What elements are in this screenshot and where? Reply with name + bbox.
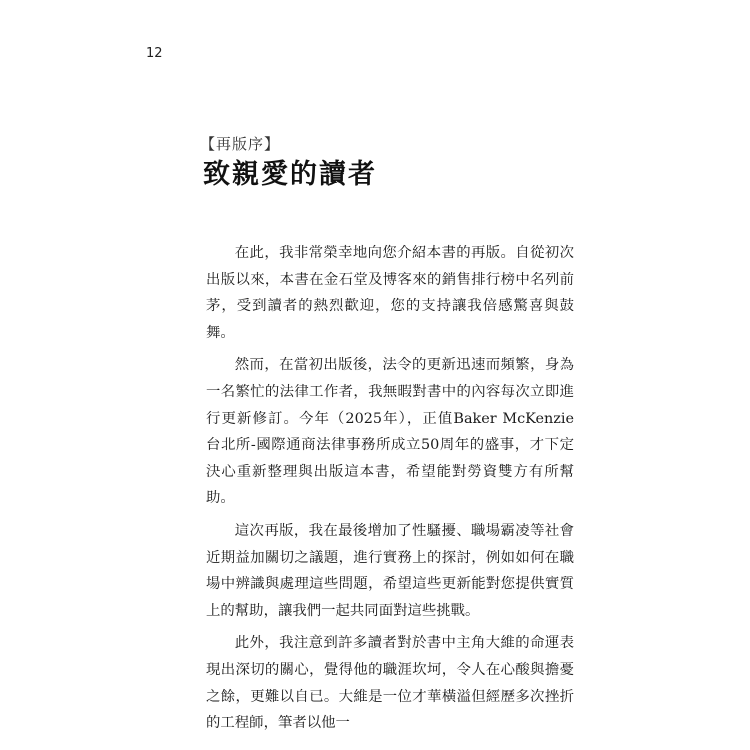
paragraph: 在此，我非常榮幸地向您介紹本書的再版。自從初次出版以來，本書在金石堂及博客來的銷售排行榜中名列前茅，受到讀者的熱烈歡迎，您的支持讓我倍感驚喜與鼓舞。 xyxy=(206,245,574,341)
body-text xyxy=(206,240,574,743)
preface-title: 致親愛的讀者 xyxy=(203,159,377,190)
page-number: 12 xyxy=(146,46,163,61)
paragraph: 此外，我注意到許多讀者對於書中主角大維的命運表現出深切的關心，覺得他的職涯坎坷，令人在心酸與擔憂之餘，更難以自已。大維是一位才華橫溢但經歷多次挫折的工程師，筆者以他一 xyxy=(206,635,574,732)
paragraph: 然而，在當初出版後，法令的更新迅速而頻繁，身為一名繁忙的法律工作者，我無暇對書中的內容每次立即進行更新修訂。今年（2025年），正值Baker McKenzie 台北所-國際通商法律事務所成立50周年的盛事，才下定決心重新整理與出版這本書，希望能對勞資雙方有所幫助。 xyxy=(206,357,574,507)
section-label: 【再版序】 xyxy=(200,135,281,153)
paragraph: 這次再版，我在最後增加了性騷擾、職場霸凌等社會近期益加關切之議題，進行實務上的探討，例如如何在職場中辨識與處理這些問題，希望這些更新能對您提供實質上的幫助，讓我們一起共同面對這些挑戰。 xyxy=(206,522,574,619)
